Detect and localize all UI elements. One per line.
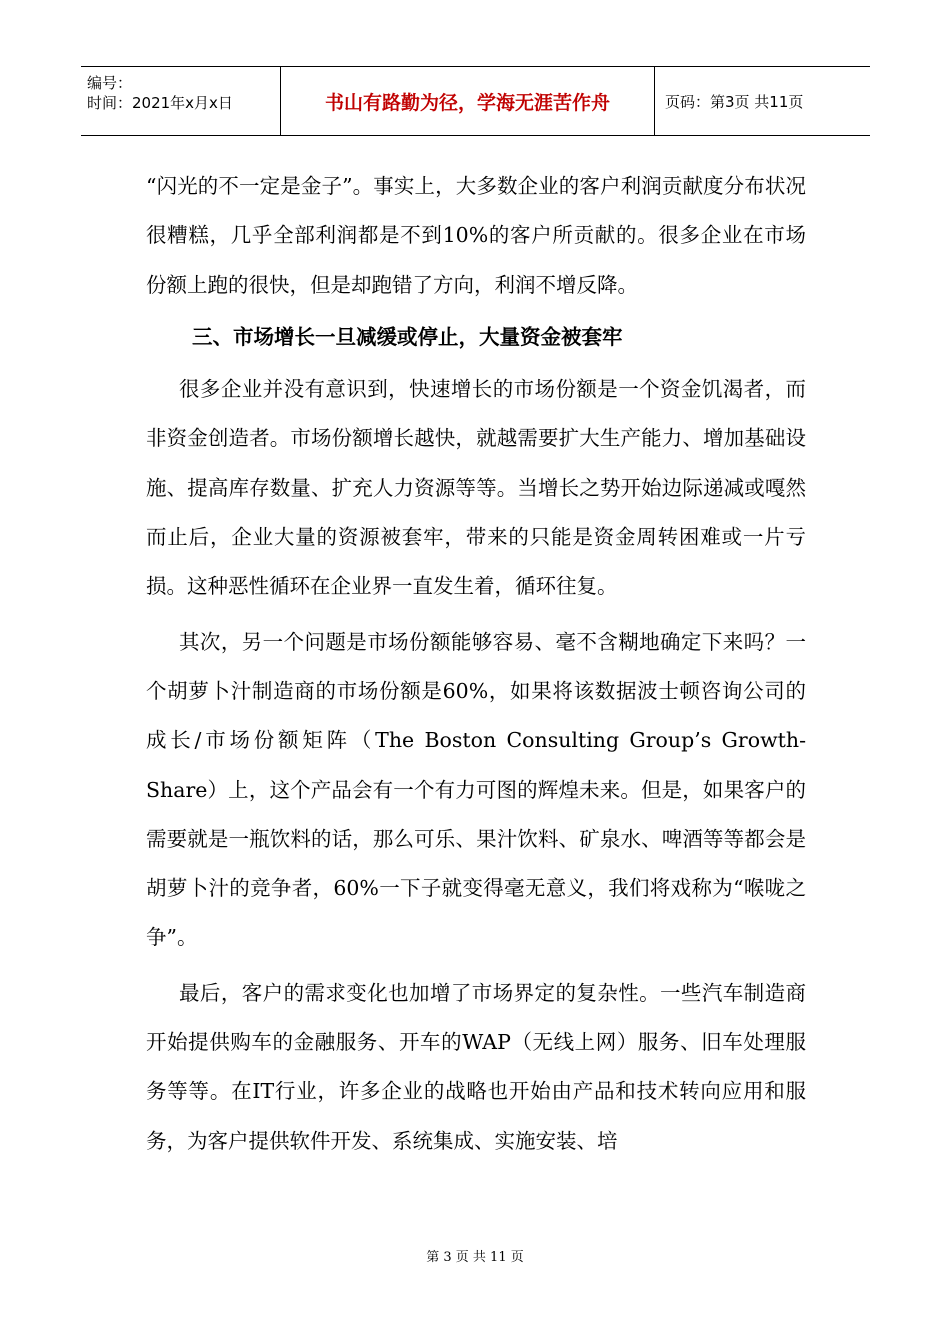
paragraph-4: 最后，客户的需求变化也加增了市场界定的复杂性。一些汽车制造商开始提供购车的金融服务、开车的WAP（无线上网）服务、旧车处理服务等等。在IT行业，许多企业的战略也开始由产品和技术转向应用和服务，为客户提供软件开发、系统集成、实施安装、培 <box>146 980 806 1153</box>
header-page-code: 页码：第3页 共11页 <box>665 92 804 111</box>
paragraph-2: 很多企业并没有意识到，快速增长的市场份额是一个资金饥渴者，而非资金创造者。市场份额增长越快，就越需要扩大生产能力、增加基础设施、提高库存数量、扩充人力资源等等。当增长之势开始边际递减或嘎然而止后，企业大量的资源被套牢，带来的只能是资金周转困难或一片亏损。这种恶性循环在企业界一直发生着，循环往复。 <box>146 377 806 599</box>
document-body <box>146 162 806 1166</box>
header-meta <box>81 67 281 135</box>
time-label: 时间：2021年x月x日 <box>87 94 233 112</box>
paragraph-3: 其次，另一个问题是市场份额能够容易、毫不含糊地确定下来吗？一个胡萝卜汁制造商的市场份额是60%，如果将该数据波士顿咨询公司的成长/市场份额矩阵（The Boston Consulting Group’s Growth-Share）上，这个产品会有一个有力可图的辉煌未来。但是，如果客户的需要就是一瓶饮料的话，那么可乐、果汁饮料、矿泉水、啤酒等等都会是胡萝卜汁的竞争者，60%一下子就变得毫无意义，我们将戏称为“喉咙之争”。 <box>146 629 806 950</box>
paragraph-1: “闪光的不一定是金子”。事实上，大多数企业的客户利润贡献度分布状况很糟糕，几乎全部利润都是不到10%的客户所贡献的。很多企业在市场份额上跑的很快，但是却跑错了方向，利润不增反降。 <box>146 174 806 297</box>
page-footer: 第 3 页 共 11 页 <box>426 1250 524 1265</box>
number-label: 编号： <box>87 74 133 92</box>
section-heading-3: 三、市场增长一旦减缓或停止，大量资金被套牢 <box>192 324 623 349</box>
header-motto: 书山有路勤为径，学海无涯苦作舟 <box>281 67 655 135</box>
page-header <box>81 66 870 136</box>
